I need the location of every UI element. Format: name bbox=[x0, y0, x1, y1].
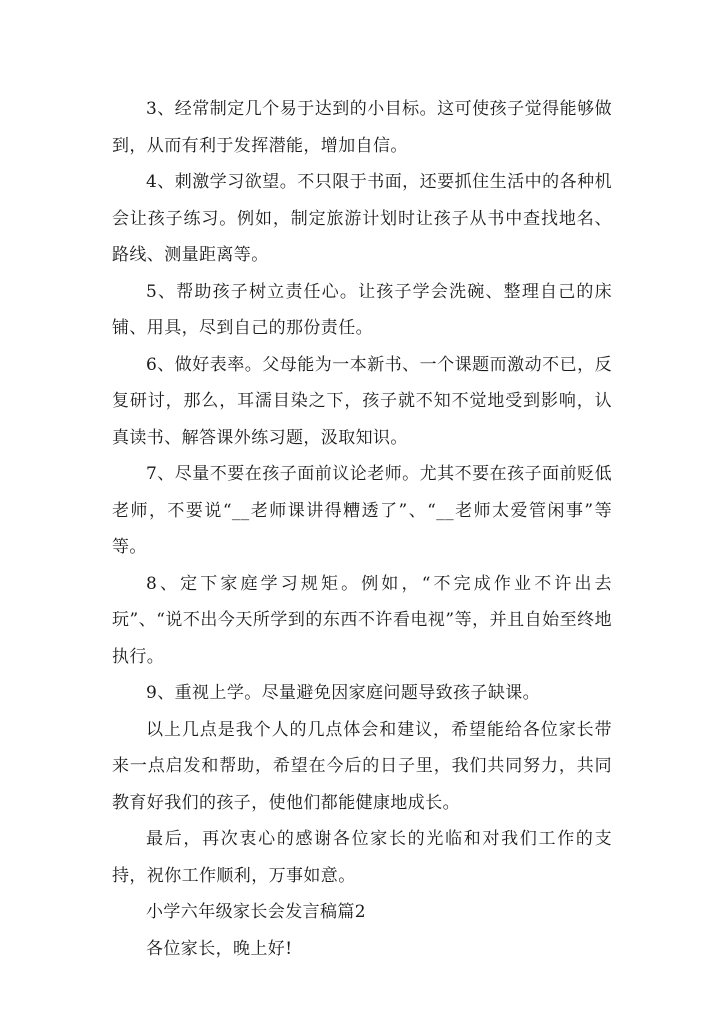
paragraph-tip-6: 6、做好表率。父母能为一本新书、一个课题而激动不已，反复研讨，那么，耳濡目染之下，孩子就不知不觉地受到影响，认真读书、解答课外练习题，汲取知识。 bbox=[112, 354, 612, 448]
paragraph-tip-7: 7、尽量不要在孩子面前议论老师。尤其不要在孩子面前贬低老师，不要说“__老师课讲得糟透了”、“__老师太爱管闲事”等等。 bbox=[112, 464, 612, 557]
paragraph-summary: 以上几点是我个人的几点体会和建议，希望能给各位家长带来一点启发和帮助，希望在今后的日子里，我们共同努力，共同教育好我们的孩子，使他们都能健康地成长。 bbox=[112, 719, 612, 813]
document-body bbox=[112, 91, 612, 967]
paragraph-tip-4: 4、刺激学习欲望。不只限于书面，还要抓住生活中的各种机会让孩子练习。例如，制定旅游计划时让孩子从书中查找地名、路线、测量距离等。 bbox=[112, 172, 612, 265]
paragraph-tip-9: 9、重视上学。尽量避免因家庭问题导致孩子缺课。 bbox=[146, 683, 541, 703]
paragraph-tip-3: 3、经常制定几个易于达到的小目标。这可使孩子觉得能够做到，从而有利于发挥潜能，增加自信。 bbox=[112, 99, 612, 156]
paragraph-tip-5: 5、帮助孩子树立责任心。让孩子学会洗碗、整理自己的床铺、用具，尽到自己的那份责任。 bbox=[112, 281, 612, 338]
section-heading: 小学六年级家长会发言稿篇2 bbox=[146, 902, 367, 922]
paragraph-greeting: 各位家长，晚上好! bbox=[146, 938, 293, 959]
paragraph-closing: 最后，再次衷心的感谢各位家长的光临和对我们工作的支持，祝你工作顺利，万事如意。 bbox=[112, 829, 612, 886]
paragraph-tip-8: 8、定下家庭学习规矩。例如，“不完成作业不许出去玩”、“说不出今天所学到的东西不许看电视”等，并且自始至终地执行。 bbox=[112, 573, 612, 667]
